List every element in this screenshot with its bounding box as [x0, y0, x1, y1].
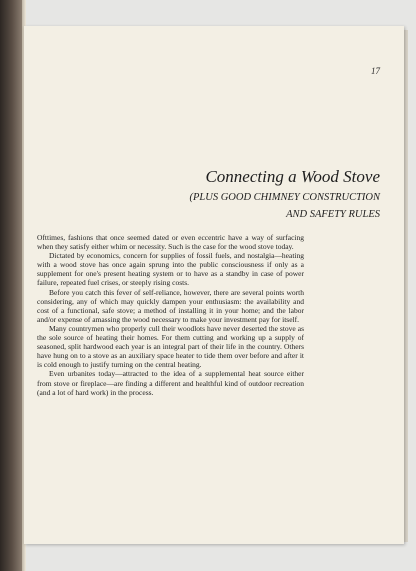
paragraph: Before you catch this fever of self-reliance, however, there are several points worth considering, any of which may quickly dampen your enthusiasm: the availability and cost of a functional, safe stove; a method of installing it in your home; and the labor and/or expense of amassing the wood necessary to make your investment pay for itself. [37, 287, 304, 324]
book-cover-edge [0, 0, 22, 571]
paragraph: Many countrymen who properly cull their woodlots have never deserted the stove as the sole source of heating their homes. For them cutting and working up a supply of seasoned, split hardwood each year is an integral part of their life in the country. Others have hung on to a stove as an auxiliary space heater to tide them over before and after it is cold enough to justify turning on the central heating. [37, 323, 304, 370]
chapter-subtitle-line2: AND SAFETY RULES [286, 209, 380, 220]
body-text [37, 233, 304, 397]
paragraph: Ofttimes, fashions that once seemed dated or even eccentric have a way of surfacing when they satisfy either whim or necessity. Such is the case for the wood stove today. [37, 233, 304, 252]
paragraph: Dictated by economics, concern for supplies of fossil fuels, and nostalgia—heating with a wood stove has once again sprung into the public consciousness if only as a supplement for one's present heating system or to have as a standby in case of power failure, repeated fuel crises, or steeply rising costs. [37, 251, 304, 288]
chapter-title: Connecting a Wood Stove [205, 167, 380, 186]
chapter-subtitle-line1: (PLUS GOOD CHIMNEY CONSTRUCTION [189, 192, 380, 203]
paragraph: Even urbanites today—attracted to the idea of a supplemental heat source either from stove or fireplace—are finding a different and healthful kind of outdoor recreation (and a lot of hard work) in the process. [37, 369, 304, 397]
page-number: 17 [371, 66, 380, 76]
